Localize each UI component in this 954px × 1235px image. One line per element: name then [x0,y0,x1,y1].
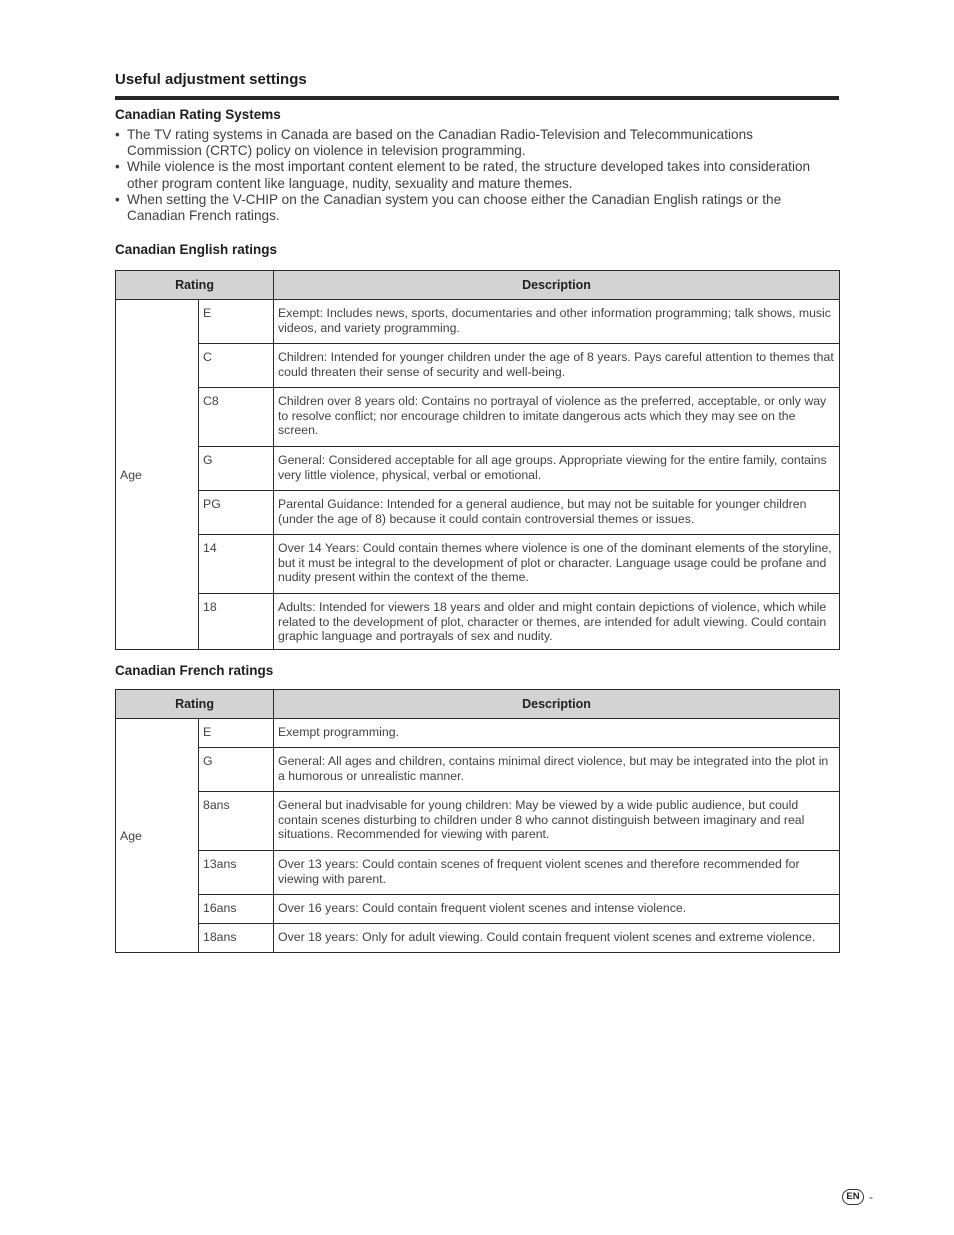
page-title: Useful adjustment settings [115,71,307,88]
table-row [116,924,840,953]
french-ratings-heading: Canadian French ratings [115,663,274,678]
language-badge: EN [842,1189,864,1205]
table-row [116,719,840,748]
description-column-header: Description [274,271,840,300]
rating-description: Children: Intended for younger children under the age of 8 years. Pays careful attention to themes that could threaten their sense of security and well-being. [274,344,840,388]
rating-code: 18ans [199,924,274,953]
list-item: • When setting the V-CHIP on the Canadian system you can choose either the Canadian English ratings or the Canadian French ratings. [115,192,815,224]
age-group-label: Age [116,300,199,650]
description-column-header: Description [274,690,840,719]
rating-column-header: Rating [116,271,274,300]
page-dash: - [869,1190,873,1204]
table-row [116,344,840,388]
rating-description: General but inadvisable for young children: May be viewed by a wide public audience, but could contain scenes disturbing to children under 8 who cannot distinguish between imaginary and real situations. Recommended for viewing with parent. [274,792,840,851]
rating-description: Over 14 Years: Could contain themes where violence is one of the dominant elements of the storyline, but it must be integral to the development of plot or character. Language usage could be profane and nudity present within the context of the theme. [274,535,840,594]
table-row [116,792,840,851]
french-ratings-table [115,689,840,953]
title-rule [115,96,839,100]
rating-systems-list [115,127,815,224]
rating-code: PG [199,491,274,535]
page-number [842,1189,873,1205]
rating-description: Adults: Intended for viewers 18 years and older and might contain depictions of violence, which while related to the development of plot, character or themes, are intended for adult viewing. Could contain graphic language and portrayals of sex and nudity. [274,594,840,650]
rating-description: Parental Guidance: Intended for a general audience, but may not be suitable for younger children (under the age of 8) because it could contain controversial themes or issues. [274,491,840,535]
table-row [116,300,840,344]
rating-code: C8 [199,388,274,447]
age-group-label: Age [116,719,199,953]
rating-column-header: Rating [116,690,274,719]
table-row [116,447,840,491]
table-header-row [116,271,840,300]
table-row [116,895,840,924]
rating-code: E [199,300,274,344]
rating-code: G [199,748,274,792]
table-row [116,594,840,650]
english-ratings-heading: Canadian English ratings [115,242,278,257]
rating-code: 8ans [199,792,274,851]
table-header-row [116,690,840,719]
rating-description: Exempt: Includes news, sports, documentaries and other information programming; talk shows, music videos, and variety programming. [274,300,840,344]
table-row [116,748,840,792]
rating-description: Exempt programming. [274,719,840,748]
rating-code: C [199,344,274,388]
rating-code: 13ans [199,851,274,895]
rating-description: Over 16 years: Could contain frequent violent scenes and intense violence. [274,895,840,924]
list-item: • The TV rating systems in Canada are based on the Canadian Radio-Television and Telecommunications Commission (CRTC) policy on violence in television programming. [115,127,815,159]
table-row [116,535,840,594]
rating-code: 14 [199,535,274,594]
rating-description: Over 13 years: Could contain scenes of frequent violent scenes and therefore recommended for viewing with parent. [274,851,840,895]
list-item: • While violence is the most important content element to be rated, the structure developed takes into consideration other program content like language, nudity, sexuality and mature themes. [115,159,815,191]
table-row [116,491,840,535]
rating-description: Over 18 years: Only for adult viewing. Could contain frequent violent scenes and extreme violence. [274,924,840,953]
rating-description: Children over 8 years old: Contains no portrayal of violence as the preferred, acceptable, or only way to resolve conflict; nor encourage children to imitate dangerous acts which they may see on the screen. [274,388,840,447]
rating-code: 16ans [199,895,274,924]
rating-description: General: Considered acceptable for all age groups. Appropriate viewing for the entire family, contains very little violence, physical, verbal or emotional. [274,447,840,491]
rating-code: G [199,447,274,491]
table-row [116,851,840,895]
english-ratings-table [115,270,840,650]
table-row [116,388,840,447]
rating-code: 18 [199,594,274,650]
rating-description: General: All ages and children, contains minimal direct violence, but may be integrated into the plot in a humorous or unrealistic manner. [274,748,840,792]
rating-code: E [199,719,274,748]
rating-systems-heading: Canadian Rating Systems [115,107,281,122]
